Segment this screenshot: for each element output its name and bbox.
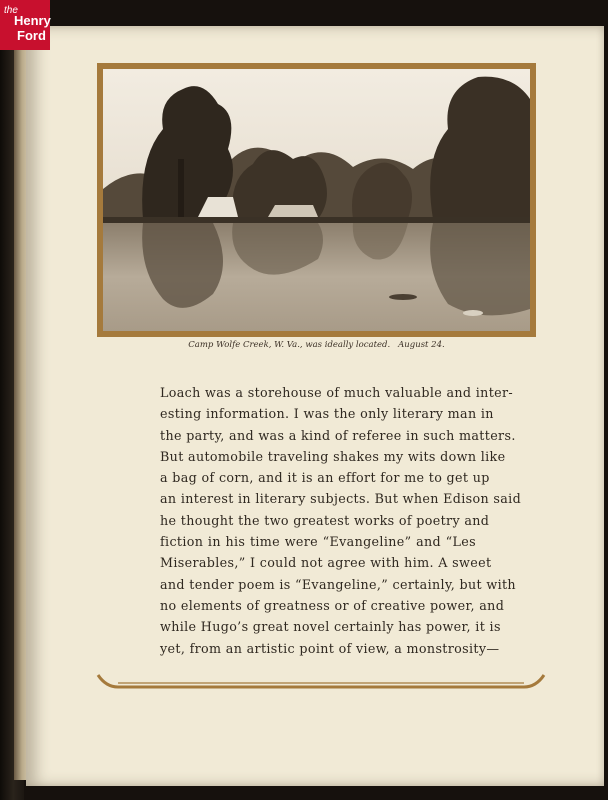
logo-line-2: Henry <box>14 13 51 28</box>
text-line: Loach was a storehouse of much valuable and inter- <box>160 385 514 400</box>
logo-line-1: the <box>4 5 18 16</box>
text-line: he thought the two greatest works of poetry and <box>160 512 490 528</box>
text-line: while Hugo’s great novel certainly has power, it is <box>160 619 501 635</box>
text-line: Miserables,” I could not agree with him. A sweet <box>160 555 492 571</box>
photo-frame <box>97 63 536 337</box>
text-line: no elements of greatness or of creative power, and <box>160 597 505 613</box>
text-line: an interest in literary subjects. But when Edison said <box>160 491 522 507</box>
text-line: and tender poem is “Evangeline,” certainly, but with <box>160 576 516 592</box>
text-line: But automobile traveling shakes my wits down like <box>160 448 506 464</box>
photo-caption <box>97 340 536 350</box>
caption-text: Camp Wolfe Creek, W. Va., was ideally located. <box>188 340 391 350</box>
camp-photo <box>103 69 530 331</box>
text-line: esting information. I was the only literary man in <box>160 406 494 422</box>
body-paragraph <box>160 382 522 659</box>
logo-line-3: Ford <box>17 28 46 43</box>
text-line: the party, and was a kind of referee in such matters. <box>160 427 516 443</box>
decorative-rule <box>96 671 546 693</box>
text-line: fiction in his time were “Evangeline” and “Les <box>160 534 476 550</box>
henry-ford-logo <box>0 0 50 50</box>
text-line: yet, from an artistic point of view, a monstrosity— <box>160 640 500 656</box>
text-line: a bag of corn, and it is an effort for me to get up <box>160 470 490 486</box>
caption-date: August 24. <box>398 340 445 350</box>
